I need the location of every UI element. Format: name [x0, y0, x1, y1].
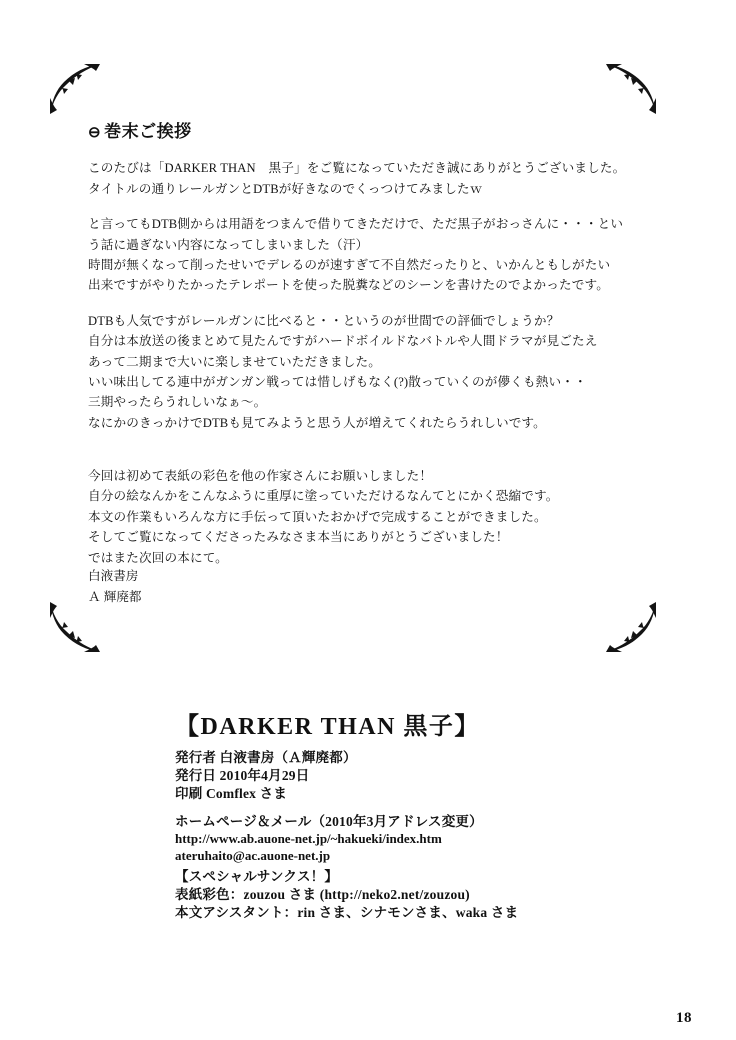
afterword-paragraph-1 — [88, 158, 658, 199]
afterword-heading — [88, 122, 658, 142]
afterword-paragraph-3 — [88, 311, 658, 433]
afterword-line: と言ってもDTB側からは用語をつまんで借りてきただけで、ただ黒子がおっさんに・・・とい — [88, 217, 624, 232]
colophon-section — [175, 706, 625, 865]
afterword-line: 自分は本放送の後まとめて見たんですがハードボイルドなバトルや人間ドラマが見ごたえ — [88, 334, 598, 349]
afterword-paragraph-2 — [88, 214, 658, 296]
afterword-line: 自分の絵なんかをこんなふうに重厚に塗っていただけるなんてとにかく恐縮です。 — [88, 489, 559, 504]
afterword-line: タイトルの通りレールガンとDTBが好きなのでくっつけてみましたｗ — [88, 181, 483, 196]
afterword-heading-text: 巻末ご挨拶 — [104, 122, 192, 141]
colophon-contact-label: ホームページ＆メール（2010年3月アドレス変更） — [175, 814, 483, 830]
colophon-printer: 印刷 Comflex さま — [175, 785, 288, 801]
afterword-paragraph-4 — [88, 466, 658, 568]
corner-ornament-top-right — [604, 62, 658, 116]
corner-ornament-bottom-right — [604, 600, 658, 654]
special-thanks-heading: 【スペシャルサンクス！】 — [175, 869, 339, 884]
afterword-line: 三期やったらうれしいなぁ～。 — [88, 395, 267, 410]
corner-ornament-top-left — [48, 62, 102, 116]
colophon-website-url[interactable]: http://www.ab.auone-net.jp/~hakueki/index.htm — [175, 831, 442, 847]
colophon-title: 【DARKER THAN 黒子】 — [175, 714, 480, 740]
afterword-line: 時間が無くなって削ったせいでデレるのが速すぎて不自然だったりと、いかんともしがたい — [88, 257, 611, 272]
special-thanks-section — [175, 868, 625, 921]
afterword-line: あって二期まで大いに楽しませていただきました。 — [88, 354, 381, 369]
author-signature — [88, 566, 142, 608]
colophon-publish-date: 発行日 2010年4月29日 — [175, 767, 310, 783]
afterword-line: そしてご覧になってくださったみなさま本当にありがとうございました！ — [88, 530, 509, 545]
afterword-line: う話に過ぎない内容になってしまいました（汗） — [88, 237, 369, 252]
afterword-line: 本文の作業もいろんな方に手伝って頂いたおかげで完成することができました。 — [88, 509, 547, 524]
afterword-line: いい味出してる連中がガンガン戦っては惜しげもなく(?)散っていくのが儚くも熱い・・ — [88, 374, 587, 389]
signature-circle-name: 白液書房 — [88, 569, 139, 583]
afterword-line: DTBも人気ですがレールガンに比べると・・というのが世間での評価でしょうか？ — [88, 313, 560, 328]
page-number: 18 — [676, 1010, 692, 1026]
afterword-line: 今回は初めて表紙の彩色を他の作家さんにお願いしました！ — [88, 469, 433, 484]
special-thanks-cover-color: 表紙彩色：zouzou さま (http://neko2.net/zouzou) — [175, 886, 470, 902]
colophon-publisher: 発行者 白液書房（Ａ輝廃都） — [175, 750, 357, 765]
signature-author-name: Ａ 輝廃都 — [88, 589, 142, 604]
afterword-section — [88, 122, 658, 568]
afterword-line: なにかのきっかけでDTBも見てみようと思う人が増えてくれたらうれしいです。 — [88, 415, 546, 430]
special-thanks-assistants: 本文アシスタント：rin さま、シナモンさま、waka さま — [175, 904, 519, 920]
afterword-line: 出来ですがやりたかったテレポートを使った脱糞などのシーンを書けたのでよかったです。 — [88, 278, 609, 293]
colophon-email-address[interactable]: ateruhaito@ac.auone-net.jp — [175, 848, 331, 864]
afterword-line: ではまた次回の本にて。 — [88, 550, 228, 565]
corner-ornament-bottom-left — [48, 600, 102, 654]
afterword-line: このたびは「DARKER THAN 黒子」をご覧になっていただき誠にありがとうございました。 — [88, 161, 626, 176]
heading-bullet-icon: ⊖ — [88, 125, 102, 141]
